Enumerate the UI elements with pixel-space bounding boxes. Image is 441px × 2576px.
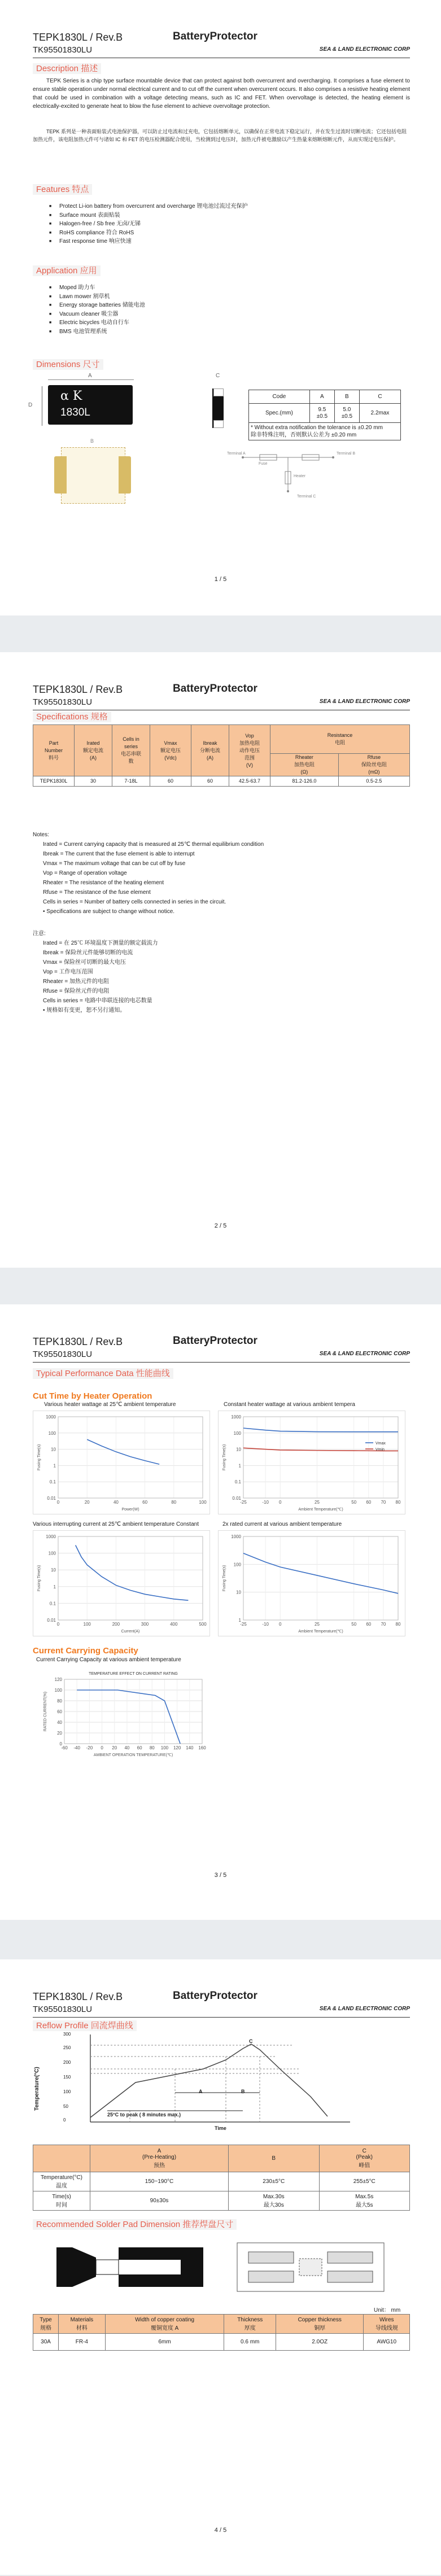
tick-label: -25 — [240, 1622, 247, 1627]
tick-label: 1000 — [231, 1534, 241, 1539]
specifications-table — [33, 724, 410, 787]
plot-frame — [243, 1536, 398, 1620]
note-item: Irated = Current carrying capacity that is measured at 25℃ thermal equilibrium condition — [43, 841, 264, 848]
doc-title: BatteryProtector — [173, 683, 257, 695]
page-number: 4 / 5 — [214, 2527, 227, 2534]
tick-label: 300 — [141, 1622, 149, 1627]
chart-title: TEMPERATURE EFFECT ON CURRENT RATING — [89, 1672, 178, 1676]
tick-label: 200 — [63, 2060, 71, 2065]
chart-2-caption: Constant heater wattage at various ambient tempera — [224, 1401, 355, 1408]
list-item: ■ Energy storage batteries 储能电池 — [59, 301, 145, 310]
chip-bottom-view — [61, 447, 125, 504]
tick-label: 0.1 — [49, 1479, 56, 1485]
table-header: Thickness 厚度 — [224, 2315, 276, 2334]
tick-label: 0.01 — [232, 1496, 241, 1501]
note-item: Rheater = The resistance of the heating element — [43, 880, 164, 886]
tick-label: 50 — [351, 1622, 357, 1627]
tick-label: -40 — [73, 1745, 80, 1750]
reflow-x-label: Time — [215, 2125, 226, 2131]
tick-label: 500 — [199, 1622, 207, 1627]
chart-3-caption: Various interrupting current at 25℃ ambient temperature Constant — [33, 1521, 199, 1527]
tick-label: 0.1 — [49, 1601, 56, 1606]
tick-label: 40 — [113, 1500, 119, 1505]
table-cell: Spec.(mm) — [249, 404, 310, 423]
unit-label: Unit： mm — [374, 2307, 401, 2313]
table-cell: Temperature(°C) 温度 — [33, 2172, 90, 2191]
table-header: B — [229, 2145, 319, 2172]
model-label: TEPK1830L / Rev.B — [33, 1336, 123, 1347]
chip-marking: 1830L — [60, 407, 90, 418]
tick-label: 120 — [54, 1677, 62, 1682]
bottom-pad-left — [54, 456, 67, 494]
company-name: SEA & LAND ELECTRONIC CORP — [319, 2006, 410, 2012]
table-row — [33, 776, 410, 787]
model-label: TEPK1830L / Rev.B — [33, 684, 123, 695]
chart-1-caption: Various heater wattage at 25℃ ambient temperature — [44, 1401, 176, 1408]
tick-label: 25 — [315, 1500, 320, 1505]
note-item: Rfuse = The resistance of the fuse element — [43, 889, 151, 896]
dimension-a-line — [48, 379, 134, 380]
table-header: Code — [249, 390, 310, 404]
chart-interrupting-current — [33, 1530, 210, 1636]
table-row — [33, 2191, 410, 2211]
table-cell: TEPK1830L — [33, 776, 75, 787]
tick-label: 0 — [279, 1622, 282, 1627]
side-terminal-top — [213, 388, 224, 396]
current-capacity-heading: Current Carrying Capacity — [33, 1646, 138, 1656]
table-cell: 150~190°C — [90, 2172, 229, 2191]
table-header: Irated 额定电流 (A) — [75, 725, 112, 776]
table-cell: Max.30s 最大30s — [229, 2191, 319, 2211]
table-header: Materials 材料 — [59, 2315, 106, 2334]
tick-label: 80 — [149, 1745, 155, 1750]
dimension-d-label: D — [28, 402, 33, 408]
dimension-table — [248, 390, 401, 440]
tick-label: 0 — [279, 1500, 282, 1505]
tick-label: 0 — [101, 1745, 103, 1750]
tick-label: 20 — [112, 1745, 117, 1750]
tick-label: 70 — [381, 1500, 386, 1505]
tick-label: -10 — [262, 1500, 269, 1505]
tick-label: 200 — [112, 1622, 120, 1627]
tick-label: 0 — [63, 2117, 66, 2123]
chart-svg — [40, 1667, 209, 1759]
y-axis-label: RATED CURRENT(%) — [43, 1691, 47, 1732]
table-cell: 90±30s — [90, 2191, 229, 2211]
series-line — [243, 1428, 398, 1432]
tick-label: 40 — [57, 1720, 62, 1725]
part-number: TK95501830LU — [33, 45, 93, 55]
fuse-label: Fuse — [259, 462, 268, 466]
list-item: ■ Moped 助力车 — [59, 283, 145, 292]
reflow-span-label: 25°C to peak ( 8 minutes max.) — [107, 2112, 181, 2117]
tick-label: 120 — [173, 1745, 181, 1750]
series-line — [87, 1439, 159, 1464]
table-header: C — [359, 390, 400, 404]
model-label: TEPK1830L / Rev.B — [33, 32, 123, 43]
note-item: Cells in series = Number of battery cells connected in series in the circuit. — [43, 899, 226, 905]
side-terminal-bottom — [213, 420, 224, 428]
note-item: Vmax = 保险丝可切断的最大电压 — [43, 959, 126, 966]
note-item: Vmax = The maximum voltage that can be cut off by fuse — [43, 861, 186, 867]
chart-svg — [33, 1411, 209, 1514]
chart-svg — [219, 1411, 405, 1514]
table-cell: 60 — [191, 776, 229, 787]
legend-label: Vmax — [375, 1442, 386, 1446]
y-axis-label: Fusing Time(s) — [222, 1444, 226, 1471]
table-header: Width of copper coating 覆铜宽度 A — [105, 2315, 224, 2334]
table-cell: 42.5-63.7 — [229, 776, 270, 787]
tick-label: 25 — [315, 1622, 320, 1627]
tick-label: 100 — [83, 1622, 91, 1627]
notes-title: Notes: — [33, 832, 49, 838]
tick-label: 1 — [53, 1463, 56, 1469]
tick-label: 1 — [53, 1584, 56, 1590]
tolerance-note-en: * Without extra notification the tolerance is ±0.20 mm — [251, 425, 383, 431]
legend-label: Vmin — [375, 1448, 385, 1452]
tick-label: 60 — [142, 1500, 148, 1505]
reflow-profile-chart — [56, 2032, 361, 2133]
page-1 — [0, 0, 441, 615]
company-name: SEA & LAND ELECTRONIC CORP — [319, 698, 410, 705]
company-name: SEA & LAND ELECTRONIC CORP — [319, 1351, 410, 1357]
solder-pad-heading: Recommended Solder Pad Dimension 推荐焊盘尺寸 — [33, 2219, 237, 2230]
page-number: 3 / 5 — [214, 1872, 227, 1879]
dimension-b-label: B — [90, 438, 94, 444]
solder-pad-drawing — [45, 2236, 407, 2298]
x-axis-label: Current(A) — [121, 1630, 140, 1634]
list-item: ■ Fast response time 响应快速 — [59, 237, 247, 246]
performance-heading: Typical Performance Data 性能曲线 — [33, 1368, 173, 1379]
y-axis-label: Fusing Time(s) — [37, 1444, 41, 1471]
tick-label: 10 — [236, 1590, 241, 1595]
terminal-a-label: Terminal A — [227, 452, 246, 456]
table-cell: 0.6 mm — [224, 2334, 276, 2351]
chip-top-view — [48, 385, 133, 425]
page-2 — [0, 652, 441, 1268]
applications-list — [59, 283, 145, 336]
description-en: TEPK Series is a chip type surface mountable device that can protect against both overcurrent and overcharging. It comprises a fuse element to ensure stable operation under normal electrical current and to cut off the current when overcurrent occurs. It also comprises a resistive heating element that could be used in combination with a voltage detecting means, such as IC and FET. When overvoltage is detected, the heating element is electrically-excited to generate heat to blow the fuse element to achieve overvoltage protection. — [33, 78, 410, 110]
table-cell: 230±5°C — [229, 2172, 319, 2191]
table-header: A (Pre-Heating) 预热 — [90, 2145, 229, 2172]
solder-pad-table — [33, 2314, 410, 2351]
list-item: ■ RoHS compliance 符合 RoHS — [59, 229, 247, 238]
reflow-label-b: B — [241, 2089, 245, 2094]
notes-title: 注意: — [33, 931, 46, 937]
table-header: Type 规格 — [33, 2315, 59, 2334]
series-line — [76, 1545, 189, 1600]
tick-label: 10 — [236, 1447, 241, 1452]
tick-label: 1000 — [46, 1534, 56, 1539]
table-row — [33, 2334, 410, 2351]
tick-label: 0 — [56, 1500, 60, 1505]
plot-frame — [58, 1536, 203, 1620]
plot-frame — [58, 1417, 203, 1498]
features-heading: Features 特点 — [33, 184, 92, 195]
table-cell: 255±5°C — [319, 2172, 410, 2191]
y-axis-label: Fusing Time(s) — [222, 1565, 226, 1592]
page-number: 1 / 5 — [214, 576, 227, 583]
tick-label: 0.1 — [234, 1479, 241, 1485]
dimension-c-label: C — [216, 373, 220, 379]
note-item: Vop = 工作电压范围 — [43, 969, 93, 975]
tick-label: 60 — [366, 1500, 372, 1505]
plot-frame — [243, 1417, 398, 1498]
table-header: Ibreak 分断电流 (A) — [191, 725, 229, 776]
tick-label: 1 — [238, 1618, 241, 1623]
chart-heater-wattage — [33, 1411, 210, 1514]
tick-label: 400 — [170, 1622, 178, 1627]
cut-time-heading: Cut Time by Heater Operation — [33, 1391, 152, 1401]
tick-label: 50 — [63, 2104, 68, 2109]
table-cell: 5.0 ±0.5 — [334, 404, 359, 423]
dimensions-heading: Dimensions 尺寸 — [33, 359, 103, 370]
tick-label: 300 — [63, 2032, 71, 2037]
terminal-c-label: Terminal C — [297, 495, 316, 499]
x-axis-label: Power(W) — [121, 1508, 139, 1512]
table-note — [249, 423, 401, 440]
notes-cn — [33, 929, 158, 1015]
tick-label: 0 — [56, 1622, 60, 1627]
table-cell: 0.5-2.5 — [338, 776, 409, 787]
note-item: Rheater = 加热元件的电阻 — [43, 979, 109, 985]
tick-label: 250 — [63, 2045, 71, 2050]
tick-label: 100 — [48, 1430, 56, 1436]
table-header: Cells in series 电芯串联 数 — [112, 725, 150, 776]
series-line — [243, 1553, 398, 1593]
tick-label: 100 — [233, 1430, 241, 1436]
table-header: A — [309, 390, 334, 404]
tick-label: 80 — [57, 1699, 62, 1704]
tick-label: 100 — [160, 1745, 169, 1750]
dimension-d-line — [36, 386, 42, 426]
tick-label: 80 — [395, 1500, 401, 1505]
chart-svg — [33, 1531, 209, 1636]
table-cell: 2.2max — [359, 404, 400, 423]
table-header: B — [334, 390, 359, 404]
tick-label: -10 — [262, 1622, 269, 1627]
table-header: Copper thickness 铜厚 — [276, 2315, 364, 2334]
table-header: Part Number 料号 — [33, 725, 75, 776]
note-item: Ibreak = 保险丝元件能够切断的电流 — [43, 950, 133, 956]
doc-title: BatteryProtector — [173, 1335, 257, 1347]
page-header — [33, 682, 410, 710]
tick-label: 20 — [84, 1500, 90, 1505]
page-header — [33, 1989, 410, 2018]
table-header: Rfuse 保险丝电阻 (mΩ) — [338, 754, 409, 776]
note-item: Vop = Range of operation voltage — [43, 870, 127, 876]
table-cell: 30 — [75, 776, 112, 787]
note-item: Rfuse = 保险丝元件的电阻 — [43, 988, 110, 994]
chart-rated-current — [218, 1530, 405, 1636]
tick-label: 100 — [48, 1551, 56, 1556]
tick-label: 100 — [233, 1562, 241, 1568]
chart-ambient-temp — [218, 1411, 405, 1514]
table-header: Vmax 额定电压 (Vdc) — [150, 725, 191, 776]
tick-label: 60 — [366, 1622, 372, 1627]
page-3 — [0, 1304, 441, 1920]
table-cell: Time(s) 时间 — [33, 2191, 90, 2211]
description-heading: Description 描述 — [33, 63, 101, 74]
table-cell: 30A — [33, 2334, 59, 2351]
list-item: ■ BMS 电池管理系统 — [59, 328, 145, 337]
tick-label: 60 — [57, 1709, 62, 1714]
tick-label: 10 — [51, 1568, 56, 1573]
reflow-y-ticks — [63, 2032, 88, 2128]
chart-current-capacity — [40, 1667, 209, 1759]
chart-5-caption: Current Carrying Capacity at various ambient temperature — [36, 1657, 181, 1663]
tick-label: 1000 — [46, 1414, 56, 1420]
tick-label: 100 — [199, 1500, 207, 1505]
tick-label: 0.01 — [47, 1496, 56, 1501]
table-cell: 60 — [150, 776, 191, 787]
note-item: Ibreak = The current that the fuse element is able to interrupt — [43, 851, 195, 857]
tick-label: 0 — [59, 1741, 62, 1747]
table-header: C (Peak) 峰值 — [319, 2145, 410, 2172]
reflow-table — [33, 2145, 410, 2211]
tick-label: 1000 — [231, 1414, 241, 1420]
table-cell: 9.5 ±0.5 — [309, 404, 334, 423]
reflow-heading: Reflow Profile 回流焊曲线 — [33, 2020, 137, 2031]
table-cell: AWG10 — [364, 2334, 410, 2351]
tick-label: -60 — [61, 1745, 68, 1750]
table-cell: Max.5s 最大5s — [319, 2191, 410, 2211]
table-cell: 7-18L — [112, 776, 150, 787]
tick-label: -20 — [86, 1745, 93, 1750]
note-item: Irated = 在 25℃ 环境温度下测量的额定载流力 — [43, 940, 158, 946]
table-cell: 81.2-126.0 — [270, 776, 339, 787]
part-number: TK95501830LU — [33, 697, 93, 707]
terminal-b-label: Terminal B — [337, 452, 356, 456]
table-cell: 6mm — [105, 2334, 224, 2351]
chart-svg — [219, 1531, 405, 1636]
list-item: ■ Protect Li-ion battery from overcurrent and overcharge 锂电池过流过充保护 — [59, 202, 247, 211]
note-item: • 规格如有变更，恕不另行通知。 — [43, 1007, 126, 1014]
tick-label: 140 — [186, 1745, 194, 1750]
x-axis-label: Ambient Temperature(℃) — [298, 1508, 343, 1512]
tick-label: -25 — [240, 1500, 247, 1505]
table-header — [33, 2145, 90, 2172]
tick-label: 60 — [137, 1745, 142, 1750]
note-item: Cells in series = 电路中串联连接的电芯数量 — [43, 998, 152, 1004]
tick-label: 100 — [63, 2089, 71, 2094]
list-item: ■ Vacuum cleaner 吸尘器 — [59, 310, 145, 319]
company-name: SEA & LAND ELECTRONIC CORP — [319, 46, 410, 53]
reflow-label-a: A — [199, 2089, 203, 2094]
list-item: ■ Electric bicycles 电动自行车 — [59, 318, 145, 328]
application-heading: Application 应用 — [33, 265, 101, 276]
notes-en — [33, 830, 264, 916]
table-header: Wires 导线线规 — [364, 2315, 410, 2334]
description-cn: TEPK 系列是一种表面贴装式电池保护器，可以防止过电流和过充电，它包括熔断单元，以确保在正常电流下稳定运行，并在发生过流时切断电流；它还包括电阻加热元件，该电阻加热元件可与诸如 IC 和 FET 的电压检测器配合使用，当检测到过电压时，加热元件被电激励以产生热量来熔断熔断元件，从而实现过电压保护。 — [33, 129, 407, 142]
doc-title: BatteryProtector — [173, 1990, 257, 2002]
table-cell: FR-4 — [59, 2334, 106, 2351]
part-number: TK95501830LU — [33, 2005, 93, 2014]
tick-label: 160 — [198, 1745, 206, 1750]
tick-label: 50 — [351, 1500, 357, 1505]
tick-label: 100 — [54, 1688, 62, 1693]
tick-label: 10 — [51, 1447, 56, 1452]
tick-label: 70 — [381, 1622, 386, 1627]
list-item: ■ Halogen-free / Sb free 无卤/无锑 — [59, 220, 247, 229]
tolerance-note-cn: 除非特殊注明，否则默认公差为 ±0.20 mm — [251, 432, 357, 438]
reflow-y-label: Temperature(°C) — [34, 2067, 40, 2111]
table-header: Vop 加热电阻 动作电压 范围 (V) — [229, 725, 270, 776]
heater-label: Heater — [294, 474, 306, 478]
x-axis-label: AMBIENT OPERATION TEMPERATURE(℃) — [93, 1753, 173, 1757]
tick-label: 150 — [63, 2075, 71, 2080]
dimension-a-label: A — [88, 373, 92, 379]
chip-logo: α K — [60, 389, 82, 403]
chart-4-caption: 2x rated current at various ambient temperature — [222, 1521, 342, 1527]
table-header: Rheater 加热电阻 (Ω) — [270, 754, 339, 776]
features-list — [59, 202, 247, 246]
doc-title: BatteryProtector — [173, 30, 257, 42]
reflow-label-c: C — [249, 2038, 253, 2044]
page-header — [33, 1334, 410, 1363]
list-item: ■ Surface mount 表面贴装 — [59, 211, 247, 220]
note-item: • Specifications are subject to change without notice. — [43, 909, 175, 915]
specifications-heading: Specifications 规格 — [33, 711, 111, 722]
list-item: ■ Lawn mower 割草机 — [59, 292, 145, 302]
model-label: TEPK1830L / Rev.B — [33, 1991, 123, 2002]
tick-label: 40 — [124, 1745, 130, 1750]
page-header — [33, 29, 410, 58]
tick-label: 20 — [57, 1731, 62, 1736]
tick-label: 0.01 — [47, 1618, 56, 1623]
page-number: 2 / 5 — [214, 1222, 227, 1229]
part-number: TK95501830LU — [33, 1350, 93, 1359]
x-axis-label: Ambient Temperature(℃) — [298, 1630, 343, 1634]
y-axis-label: Fusing Time(s) — [37, 1565, 41, 1592]
bottom-pad-right — [119, 456, 131, 494]
table-header: Resistance 电阻 — [270, 725, 410, 754]
table-cell: 2.0OZ — [276, 2334, 364, 2351]
tick-label: 80 — [171, 1500, 177, 1505]
page-4 — [0, 1959, 441, 2575]
tick-label: 80 — [395, 1622, 401, 1627]
tick-label: 1 — [238, 1463, 241, 1469]
table-row — [33, 2172, 410, 2191]
